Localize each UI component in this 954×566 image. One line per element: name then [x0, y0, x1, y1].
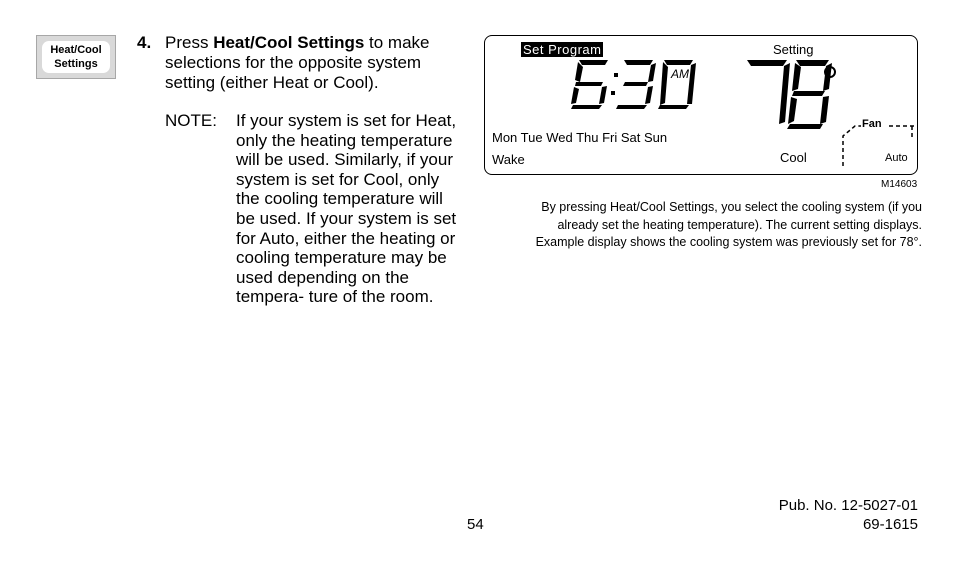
time-digit-3 [616, 60, 656, 109]
temperature-digits [747, 60, 835, 129]
note-text: If your system is set for Heat, only the heating temperature will be used. Similarly, if your system is set for Cool, only the cooling temperature will be used. If your system is set for Auto, either the heating or cooling temperature may be used depending on the tempera- ture of the room. [236, 111, 457, 307]
display-graphics [485, 36, 919, 176]
step-text [165, 33, 465, 93]
set-program-badge: Set Program [523, 42, 602, 57]
step-prefix: Press [165, 33, 214, 52]
time-digit-6 [571, 60, 608, 109]
setting-label: Setting [773, 42, 814, 57]
document-number: 69-1615 [862, 516, 918, 533]
mode-label: Cool [780, 150, 807, 165]
publication-number: Pub. No. 12-5027-01 [778, 497, 918, 514]
figure-caption: By pressing Heat/Cool Settings, you select the cooling system (if you already set the heating temperature). The current setting displays. Example display shows the cooling system was previously set for 78°. [535, 200, 922, 249]
note-label: NOTE: [165, 111, 217, 130]
step-bold-text: Heat/Cool Settings [213, 33, 365, 52]
temperature-digit-7 [747, 60, 790, 124]
step-suffix: to make selections for the opposite system setting (either Heat or Cool). [165, 33, 430, 92]
period-label: Wake [492, 152, 525, 167]
figure-id: M14603 [881, 179, 918, 190]
heat-cool-settings-button-graphic [36, 35, 116, 79]
button-graphic-line1: Heat/Cool [50, 44, 102, 56]
page-number: 54 [467, 516, 484, 533]
weekday-row: Mon Tue Wed Thu Fri Sat Sun [492, 130, 668, 145]
am-indicator: AM [671, 67, 689, 81]
time-colon-dot-bottom [611, 91, 615, 95]
button-graphic-face [42, 41, 110, 73]
fan-label: Fan [862, 118, 882, 130]
step-number: 4. [137, 33, 152, 52]
fan-mode-label: Auto [885, 152, 908, 164]
time-colon-dot-top [614, 73, 618, 77]
button-graphic-line2: Settings [54, 58, 98, 70]
thermostat-display [484, 35, 918, 175]
